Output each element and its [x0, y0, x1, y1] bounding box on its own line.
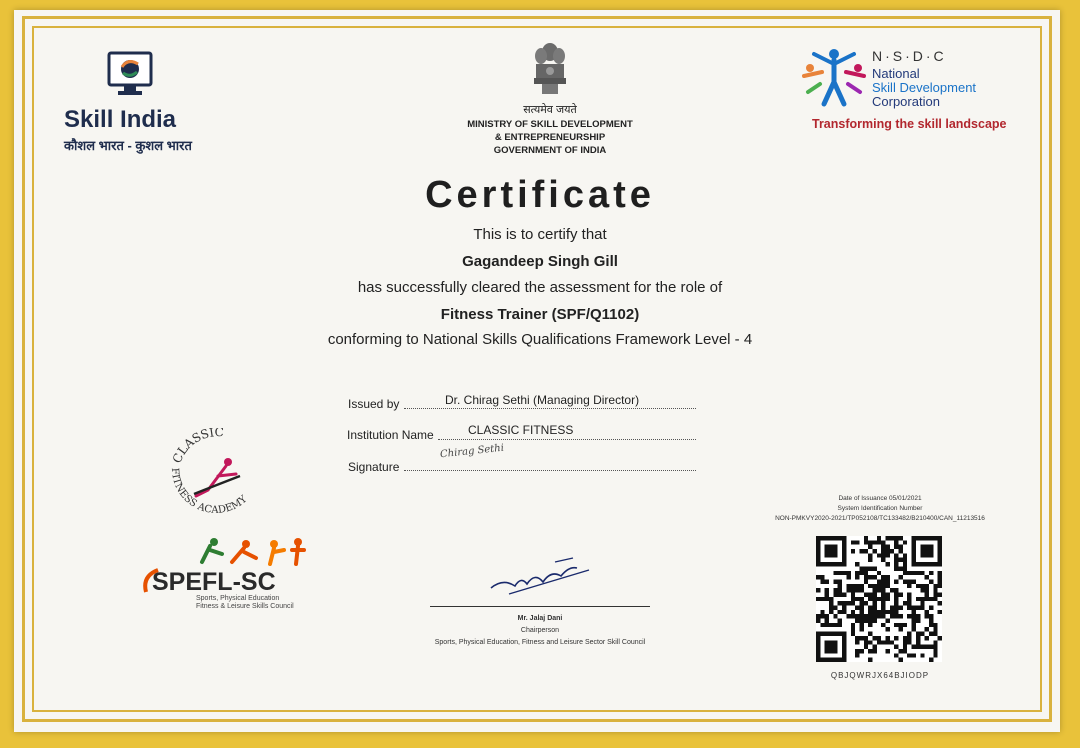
institution-dotted-line [438, 439, 696, 440]
classic-top-text: CLASSIC [169, 428, 225, 466]
ministry-line-1: MINISTRY OF SKILL DEVELOPMENT [467, 119, 633, 130]
nsdc-abbreviation: N·S·D·C [872, 48, 947, 64]
issuance-block [760, 494, 1000, 524]
nsdc-name-line-1: National [872, 66, 920, 81]
svg-text:CLASSIC [170, 428, 224, 465]
chairperson-name: Mr. Jalaj Dani [517, 615, 563, 622]
nsdc-name-line-2: Skill Development [872, 80, 977, 95]
spefl-line-1: Sports, Physical Education [196, 595, 280, 602]
chairperson-signature-line [430, 606, 650, 607]
institution-name-label: Institution Name [347, 428, 434, 442]
qr-code-icon [816, 536, 942, 662]
nsdc-name-line-3: Corporation [872, 94, 940, 109]
issued-by-label: Issued by [348, 397, 400, 411]
issued-by-value: Dr. Chirag Sethi (Managing Director) [445, 393, 640, 407]
job-role: Fitness Trainer (SPF/Q1102) [440, 306, 640, 323]
spefl-name: SPEFL-SC [152, 568, 276, 596]
nsdc-logo-icon [800, 46, 868, 108]
qr-code-text: QBJQWRJX64BJIODP [830, 671, 930, 680]
spefl-sc-logo-icon [140, 536, 320, 614]
classic-fitness-academy-logo-icon [160, 428, 270, 523]
ministry-block [420, 118, 680, 157]
issued-by-dotted-line [404, 408, 696, 409]
spefl-line-2: Fitness & Leisure Skills Council [196, 603, 294, 610]
chairperson-organization: Sports, Physical Education, Fitness and Leisure Sector Skill Council [434, 639, 646, 646]
national-emblem-icon [528, 40, 572, 102]
classic-arc-text: FITNESS ACADEMY [168, 467, 250, 516]
skill-india-title: Skill India [64, 106, 177, 133]
certificate-title: Certificate [425, 174, 655, 216]
certify-text: This is to certify that [473, 226, 607, 243]
system-id-label: System Identification Number [837, 505, 923, 512]
svg-text:FITNESS ACADEMY [169, 468, 250, 517]
cleared-text: has successfully cleared the assessment for the role of [357, 279, 723, 296]
chairperson-signature-icon [485, 548, 595, 598]
date-of-issuance: Date of Issuance 05/01/2021 [838, 495, 922, 502]
chairperson-title: Chairperson [520, 627, 560, 634]
signature-label: Signature [348, 460, 400, 474]
ministry-line-3: GOVERNMENT OF INDIA [493, 145, 607, 156]
signature-dotted-line [404, 470, 696, 471]
framework-text: conforming to National Skills Qualifications Framework Level - 4 [327, 331, 753, 348]
institution-name-value: CLASSIC FITNESS [468, 423, 574, 437]
system-id-value: NON-PMKVY2020-2021/TP052108/TC133482/B210400/CAN_11213516 [775, 515, 985, 522]
signature-value: Chirag Sethi [439, 442, 505, 461]
emblem-motto: सत्यमेव जयते [523, 104, 577, 116]
nsdc-tagline: Transforming the skill landscape [812, 117, 1007, 131]
skill-india-subtitle: कौशल भारत - कुशल भारत [64, 138, 192, 153]
recipient-name: Gagandeep Singh Gill [462, 253, 618, 270]
ministry-line-2: & ENTREPRENEURSHIP [494, 132, 606, 143]
skill-india-logo-icon [106, 50, 154, 98]
